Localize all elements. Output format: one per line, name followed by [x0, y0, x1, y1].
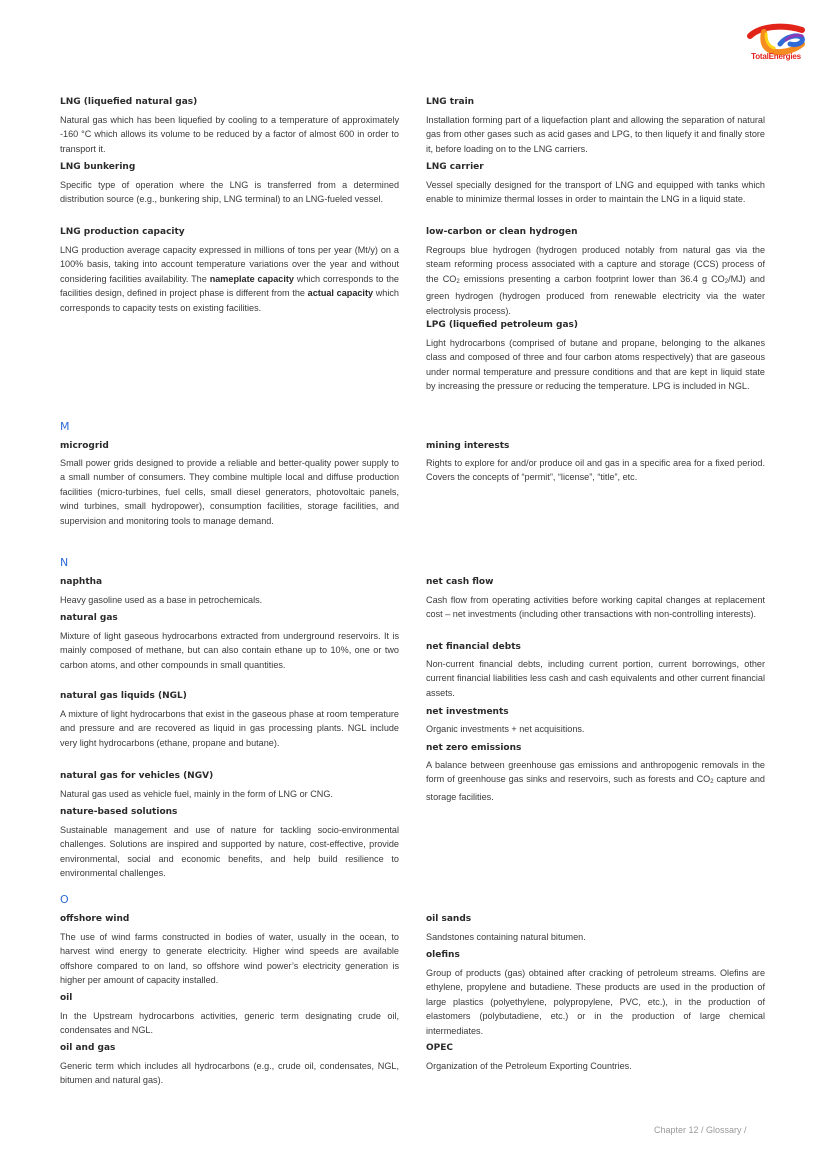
term-microgrid: microgrid: [60, 441, 109, 451]
term-lng-bunkering: LNG bunkering: [60, 162, 136, 172]
term-oil-and-gas: oil and gas: [60, 1043, 116, 1053]
term-ngv: natural gas for vehicles (NGV): [60, 771, 214, 781]
def-microgrid: Small power grids designed to provide a reliable and better-quality power supply to a small number of consumers. They combine multiple local and diffuse production facilities (micro-turbines, fuel cells, small diesel generators, photovoltaic panels, wind turbines, small hydropower), consumption facilities, storage facilities, and supervision and monitoring tools to manage demand.: [60, 458, 399, 526]
term-low-carbon-hydrogen: low-carbon or clean hydrogen: [426, 227, 578, 237]
term-lng-production-capacity: LNG production capacity: [60, 227, 185, 237]
def-lng: Natural gas which has been liquefied by cooling to a temperature of approximately -160 °C which allows its volume to be reduced by a factor of almost 600 in order to transport it.: [60, 115, 399, 154]
def-offshore-wind: The use of wind farms constructed in bodies of water, usually in the ocean, to harvest wind energy to generate electricity. Higher wind speeds are available offshore compared to on land, so offshore wind power’s electricity generation is higher per amount of capacity installed.: [60, 932, 399, 986]
term-natural-gas: natural gas: [60, 613, 118, 623]
term-nature-based-solutions: nature-based solutions: [60, 807, 178, 817]
def-lng-carrier: Vessel specially designed for the transport of LNG and equipped with tanks which enable to minimize thermal losses in order to maintain the LNG in a liquid state.: [426, 180, 765, 205]
def-lng-train: Installation forming part of a liquefaction plant and allowing the separation of natural gas from other gases such as acid gases and LPG, to then liquefy it and finally store it, before loading on to the LNG carriers.: [426, 115, 765, 154]
logo-wordmark: TotalEnergies: [751, 52, 801, 61]
def-nature-based-solutions: Sustainable management and use of nature for tackling socio-environmental challenges. Solutions are inspired and supported by nature, cost-effective, provide environmental, social and economic benefits, and help build resilience to environmental challenges.: [60, 825, 399, 879]
def-naphtha: Heavy gasoline used as a base in petrochemicals.: [60, 595, 263, 605]
def-net-cash-flow: Cash flow from operating activities before working capital changes at replacement cost – net investments (including other transactions with non-controlling interests).: [426, 595, 765, 620]
term-net-zero-emissions: net zero emissions: [426, 743, 522, 753]
section-letter-o: O: [60, 893, 69, 906]
term-lng: LNG (liquefied natural gas): [60, 97, 198, 107]
term-oil: oil: [60, 993, 73, 1003]
term-oil-sands: oil sands: [426, 914, 472, 924]
section-letter-n: N: [60, 556, 69, 569]
term-lng-train: LNG train: [426, 97, 475, 107]
term-net-financial-debts: net financial debts: [426, 642, 521, 652]
def-oil: In the Upstream hydrocarbons activities, generic term designating crude oil, condensates and NGL.: [60, 1011, 399, 1036]
term-net-cash-flow: net cash flow: [426, 577, 494, 587]
term-opec: OPEC: [426, 1043, 453, 1053]
def-olefins: Group of products (gas) obtained after cracking of petroleum streams. Olefins are ethylene, propylene and butadiene. These products are used in the production of large plastics (polyethylene, polypropylene, PVC, etc.), in the production of elastomers (polybutadiene, etc.) or in the production of large chemical intermediates.: [426, 968, 765, 1036]
def-net-zero-emissions: A balance between greenhouse gas emissions and anthropogenic removals in the form of greenhouse gas sinks and reservoirs, such as forests and $CO_2$ capture and storage facilities.: [426, 760, 765, 802]
def-oil-sands: Sandstones containing natural bitumen.: [426, 932, 586, 942]
term-offshore-wind: offshore wind: [60, 914, 130, 924]
term-naphtha: naphtha: [60, 577, 103, 587]
def-lng-bunkering: Specific type of operation where the LNG is transferred from a determined distribution source (e.g., bunkering ship, LNG terminal) to an LNG-fueled vessel.: [60, 180, 399, 205]
def-natural-gas: Mixture of light gaseous hydrocarbons extracted from underground reservoirs. It is mainly composed of methane, but can also contain ethane up to 10%, one or two carbon atoms, and other compounds in small quantities.: [60, 631, 399, 670]
def-oil-and-gas: Generic term which includes all hydrocarbons (e.g., crude oil, condensates, NGL, bitumen and natural gas).: [60, 1061, 399, 1086]
term-net-investments: net investments: [426, 707, 509, 717]
term-lpg: LPG (liquefied petroleum gas): [426, 320, 579, 330]
def-ngl: A mixture of light hydrocarbons that exist in the gaseous phase at room temperature and pressure and are recovered as liquid in gas processing plants. NGL include very light hydrocarbons (ethane, propane and butane).: [60, 709, 399, 748]
term-olefins: olefins: [426, 950, 460, 960]
def-lng-production-capacity: LNG production average capacity expressed in millions of tons per year (Mt/y) on a 100% basis, taking into account temperature variations over the year and without considering facilities availability. The nameplate capacity which corresponds to the facilities design, defined in project phase is different from the actual capacity which corresponds to capacity tests on existing facilities.: [60, 245, 399, 313]
page-footer: Chapter 12 / Glossary /: [654, 1125, 747, 1135]
def-low-carbon-hydrogen: Regroups blue hydrogen (hydrogen produced notably from natural gas via the steam reforming process associated with a capture and storage (CCS) process of the $CO_2$ emissions presenting a carbon footprint lower than 36.4 g $CO_2/MJ$) and green hydrogen (hydrogen produced from renewable electricity via the water electrolysis process).: [426, 245, 765, 316]
term-ngl: natural gas liquids (NGL): [60, 691, 187, 701]
def-ngv: Natural gas used as vehicle fuel, mainly in the form of LNG or CNG.: [60, 789, 333, 799]
term-mining-interests: mining interests: [426, 441, 510, 451]
def-net-financial-debts: Non-current financial debts, including current portion, current borrowings, other current financial liabilities less cash and cash equivalents and other current financial assets.: [426, 659, 765, 698]
term-lng-carrier: LNG carrier: [426, 162, 484, 172]
def-mining-interests: Rights to explore for and/or produce oil and gas in a specific area for a fixed period. Covers the concepts of “permit”, “license”, “title”, etc.: [426, 458, 765, 483]
section-letter-m: M: [60, 420, 70, 433]
def-lpg: Light hydrocarbons (comprised of butane and propane, belonging to the alkanes class and composed of three and four carbon atoms respectively) that are gaseous under normal temperature and pressure conditions and that are kept in liquid state by increasing the pressure or reducing the temperature. LPG is included in NGL.: [426, 338, 765, 392]
def-net-investments: Organic investments + net acquisitions.: [426, 724, 585, 734]
def-opec: Organization of the Petroleum Exporting Countries.: [426, 1061, 632, 1071]
